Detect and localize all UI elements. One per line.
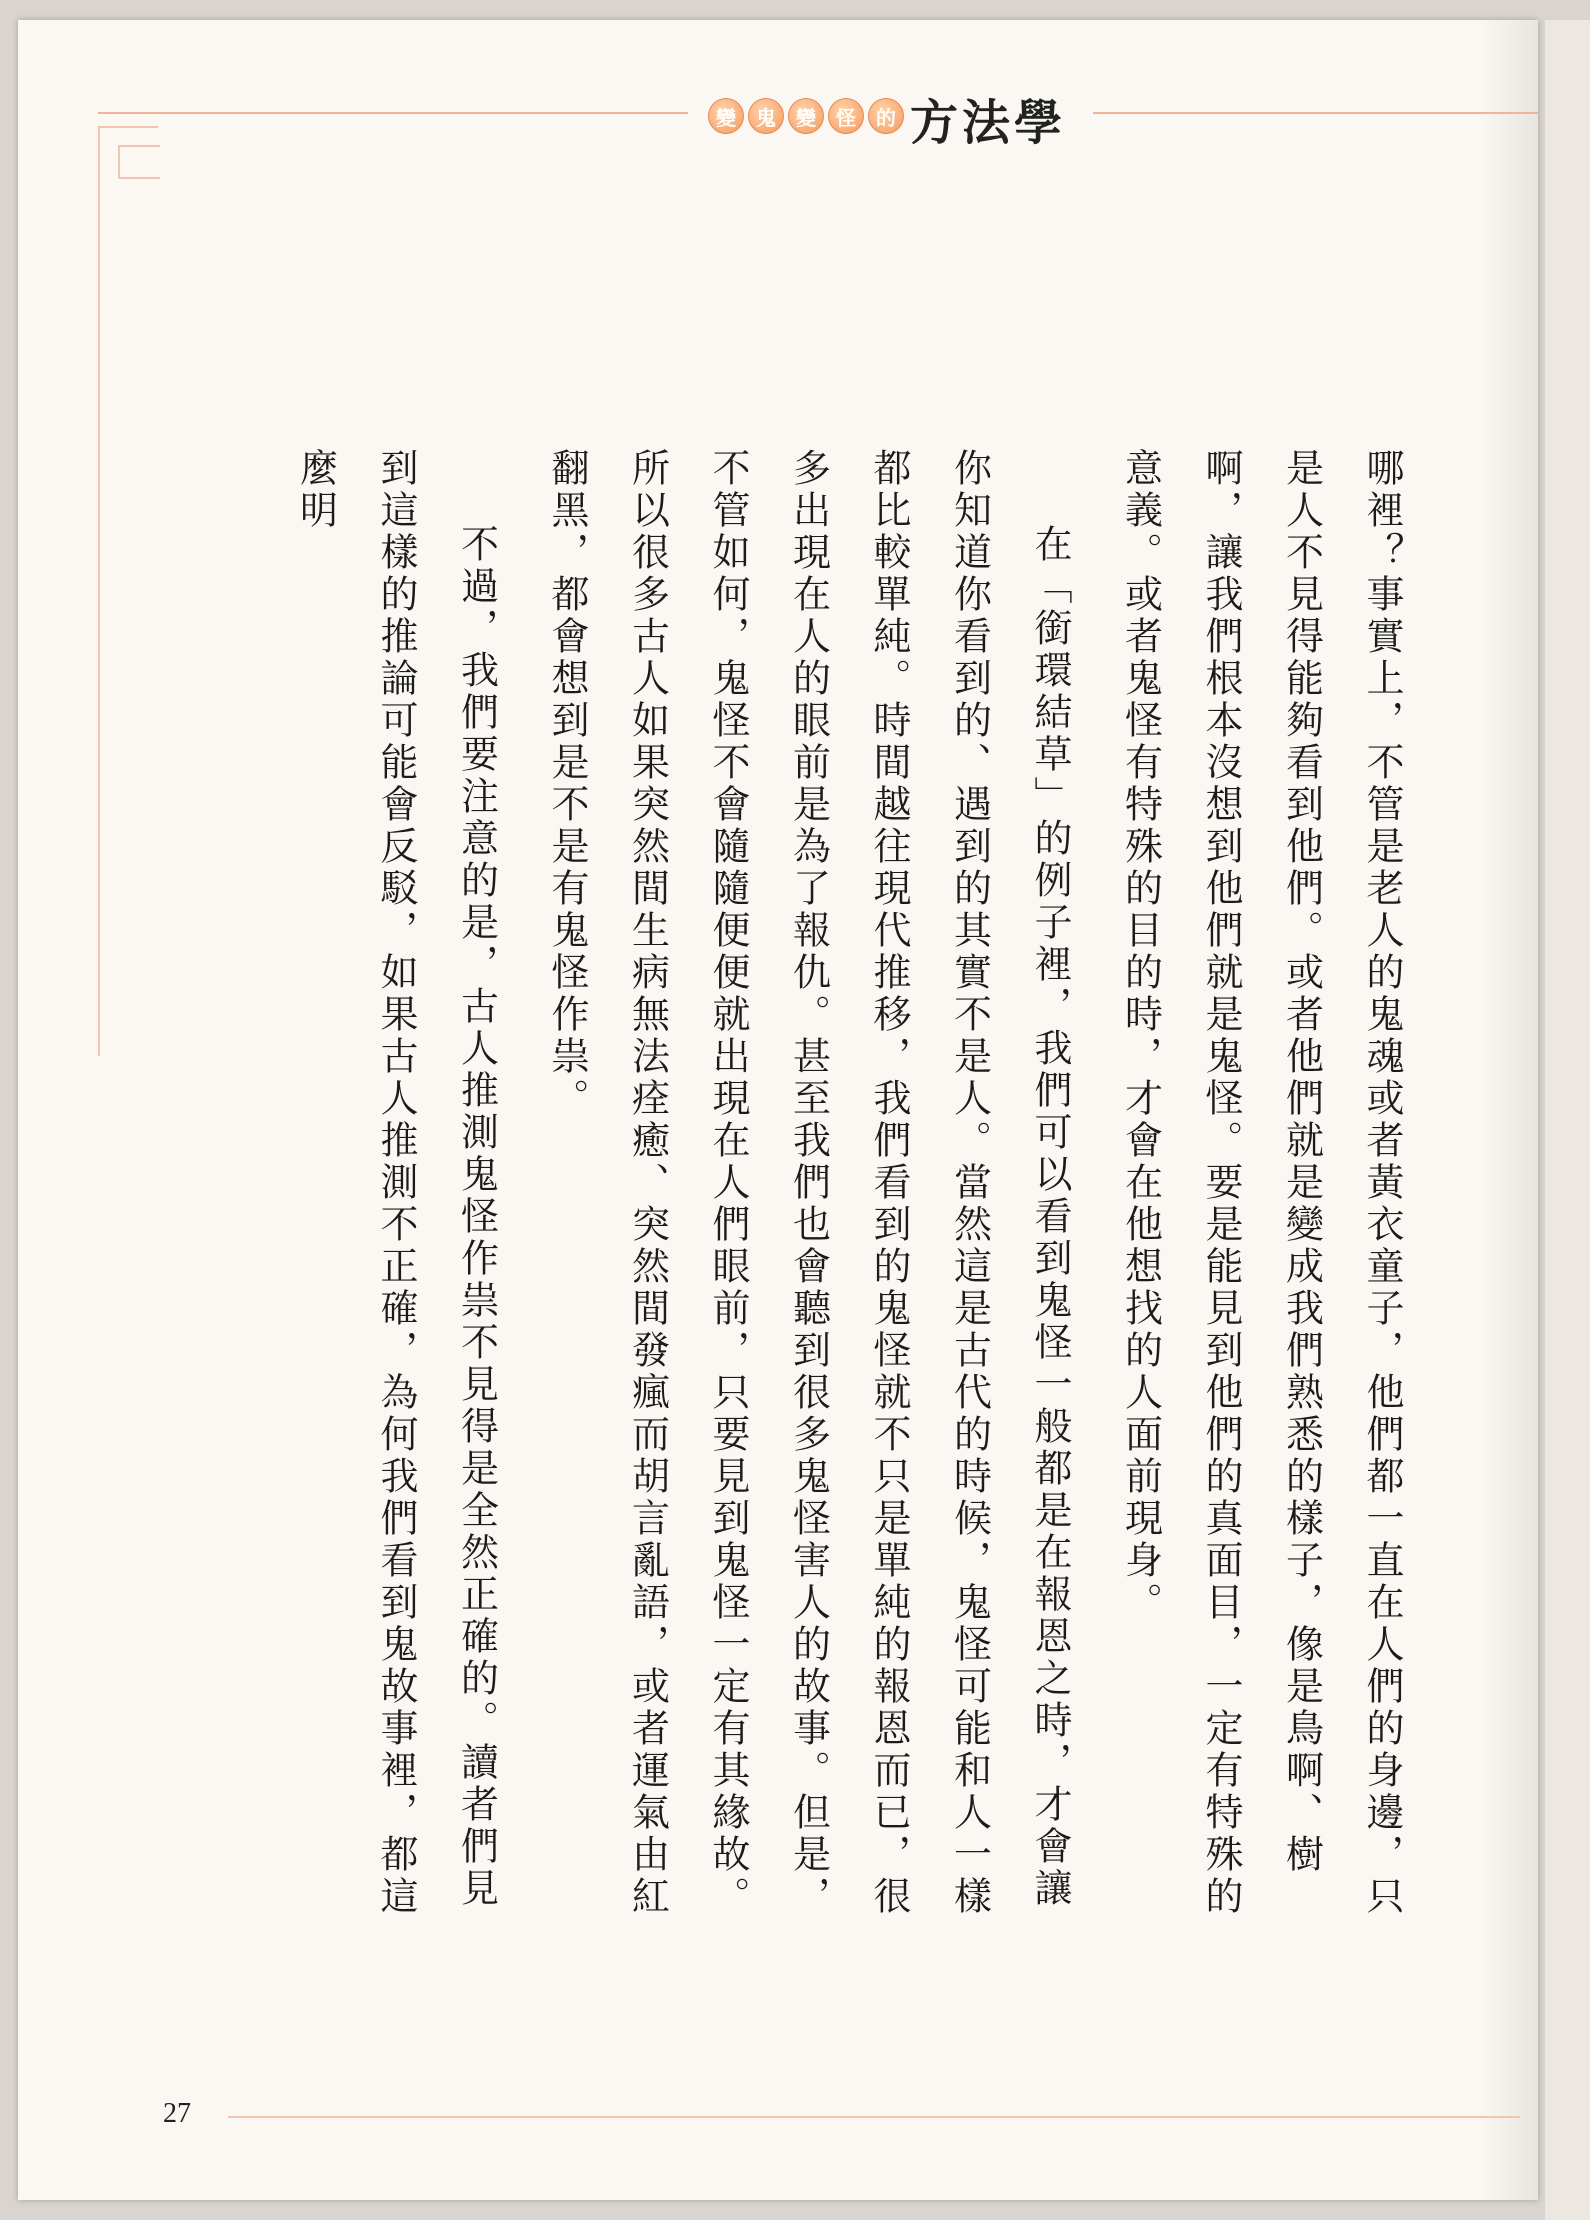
series-badge-char: 怪 [828,98,864,134]
series-badge-char: 鬼 [748,98,784,134]
running-header-title: 方法學 [910,95,1067,151]
footer-rule [228,2116,1520,2118]
paragraph: 哪裡？事實上，不管是老人的鬼魂或者黃衣童子，他們都一直在人們的身邊，只是人不見得能夠看到他們。或者他們就是變成我們熟悉的樣子，像是鳥啊、樹啊，讓我們根本沒想到他們就是鬼怪。要是能見到他們的真面目，一定有特殊的意義。或者鬼怪有特殊的目的時，才會在他想找的人面前現身。 [1118,448,1404,1918]
margin-rule [98,126,100,1056]
body-text [222,448,1422,1928]
series-badge-char: 變 [708,98,744,134]
paragraph: 在「銜環結草」的例子裡，我們可以看到鬼怪一般都是在報恩之時，才會讓你知道你看到的、遇到的其實不是人。當然這是古代的時候，鬼怪可能和人一樣都比較單純。時間越往現代推移，我們看到的鬼怪就不只是單純的報恩而已，很多出現在人的眼前是為了報仇。甚至我們也會聽到很多鬼怪害人的故事。但是，不管如何，鬼怪不會隨隨便便就出現在人們眼前，只要見到鬼怪一定有其緣故。所以很多古人如果突然間生病無法痊癒、突然間發瘋而胡言亂語，或者運氣由紅翻黑，都會想到是不是有鬼怪作祟。 [545,448,1072,1918]
next-page-edge [1545,20,1590,2220]
page-number: 27 [163,2098,191,2129]
header-rule-right [1093,112,1538,114]
series-badge-char: 的 [868,98,904,134]
page-shadow [1478,20,1538,2200]
series-badge-char: 變 [788,98,824,134]
corner-ornament-inner [118,145,160,179]
paragraph: 不過，我們要注意的是，古人推測鬼怪作祟不見得是全然正確的。讀者們見到這樣的推論可能會反駁，如果古人推測不正確，為何我們看到鬼故事裡，都這麼明 [293,448,499,1918]
series-badges [708,98,904,138]
header-rule-left [98,112,688,114]
